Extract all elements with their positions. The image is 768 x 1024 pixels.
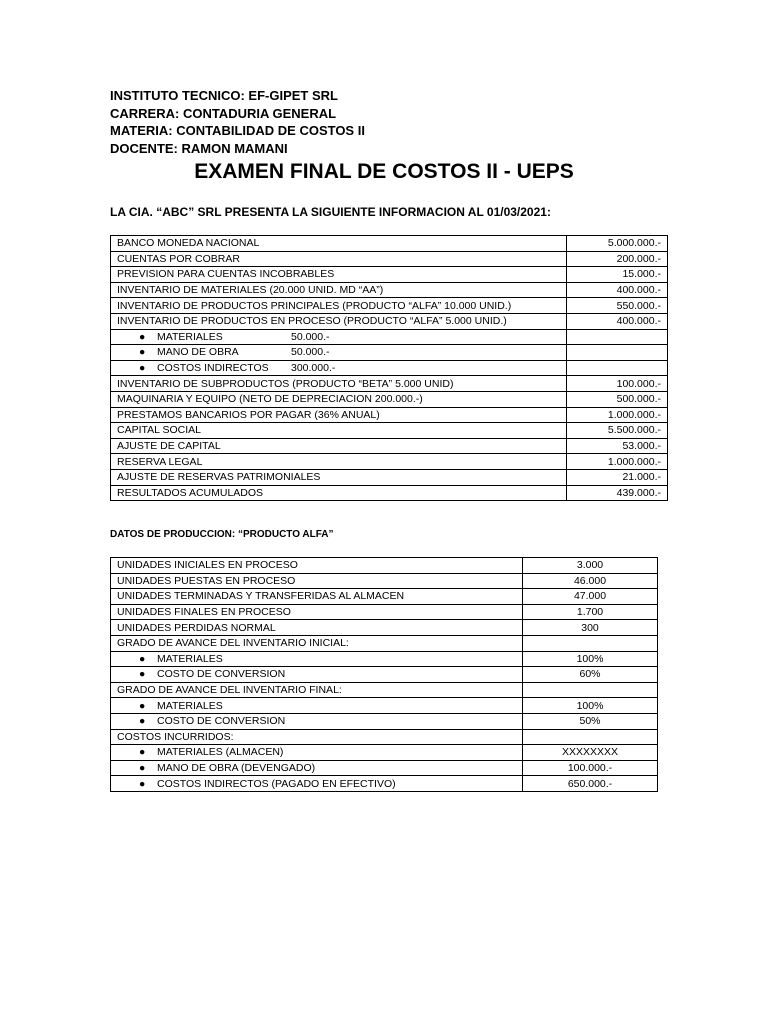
bullet-icon: ● [139, 346, 146, 359]
production-value: 3.000 [523, 558, 658, 574]
production-label-cell [111, 698, 523, 714]
production-value: 46.000 [523, 573, 658, 589]
production-label-cell: UNIDADES INICIALES EN PROCESO [111, 558, 523, 574]
intro-statement: LA CIA. “ABC” SRL PRESENTA LA SIGUIENTE INFORMACION AL 01/03/2021: [110, 205, 551, 219]
table-row [111, 469, 668, 485]
account-label: INVENTARIO DE MATERIALES (20.000 UNID. MD “AA”) [111, 282, 567, 298]
table-row [111, 438, 668, 454]
production-value [523, 682, 658, 698]
production-label-cell: COSTOS INCURRIDOS: [111, 729, 523, 745]
production-value: 50% [523, 713, 658, 729]
bullet-icon: ● [139, 777, 146, 790]
bullet-icon: ● [139, 652, 146, 665]
teacher-line: DOCENTE: RAMON MAMANI [110, 140, 288, 156]
account-value: 21.000.- [567, 469, 668, 485]
table-row [111, 745, 658, 761]
production-label-cell [111, 745, 523, 761]
production-value: 60% [523, 667, 658, 683]
account-value: 100.000.- [567, 376, 668, 392]
sub-item-cell [111, 345, 567, 361]
table-row [111, 282, 668, 298]
table-row [111, 667, 658, 683]
account-label: INVENTARIO DE SUBPRODUCTOS (PRODUCTO “BETA” 5.000 UNID) [111, 376, 567, 392]
production-label-cell: UNIDADES FINALES EN PROCESO [111, 604, 523, 620]
exam-title: EXAMEN FINAL DE COSTOS II - UEPS [194, 160, 574, 183]
table-row [111, 573, 658, 589]
bullet-icon: ● [139, 715, 146, 728]
sub-item-cell [111, 360, 567, 376]
production-label: COSTO DE CONVERSION [157, 715, 286, 728]
balance-table [110, 235, 668, 501]
production-label-cell [111, 651, 523, 667]
table-row [111, 558, 658, 574]
account-value: 15.000.- [567, 267, 668, 283]
production-label-cell: GRADO DE AVANCE DEL INVENTARIO FINAL: [111, 682, 523, 698]
account-value: 5.000.000.- [567, 236, 668, 252]
account-value: 5.500.000.- [567, 423, 668, 439]
table-row [111, 236, 668, 252]
table-row [111, 485, 668, 501]
table-row [111, 589, 658, 605]
sub-item-label: MATERIALES [157, 330, 223, 343]
production-value: 650.000.- [523, 776, 658, 792]
account-value [567, 360, 668, 376]
table-row [111, 360, 668, 376]
table-row [111, 713, 658, 729]
table-row [111, 454, 668, 470]
table-row [111, 776, 658, 792]
bullet-icon: ● [139, 762, 146, 775]
production-label: MATERIALES [157, 699, 223, 712]
account-value: 200.000.- [567, 251, 668, 267]
production-label-cell: UNIDADES TERMINADAS Y TRANSFERIDAS AL ALMACEN [111, 589, 523, 605]
institute-line: INSTITUTO TECNICO: EF-GIPET SRL [110, 88, 338, 103]
table-row [111, 329, 668, 345]
account-label: RESULTADOS ACUMULADOS [111, 485, 567, 501]
sub-item-amount: 50.000.- [291, 346, 330, 359]
account-label: INVENTARIO DE PRODUCTOS EN PROCESO (PRODUCTO “ALFA” 5.000 UNID.) [111, 313, 567, 329]
production-value: XXXXXXXX [523, 745, 658, 761]
account-label: RESERVA LEGAL [111, 454, 567, 470]
production-label-cell [111, 776, 523, 792]
production-label-cell: UNIDADES PERDIDAS NORMAL [111, 620, 523, 636]
account-value: 400.000.- [567, 313, 668, 329]
account-value: 1.000.000.- [567, 407, 668, 423]
sub-item-cell [111, 329, 567, 345]
sub-item-label: COSTOS INDIRECTOS [157, 362, 269, 375]
production-value: 100% [523, 651, 658, 667]
bullet-icon: ● [139, 699, 146, 712]
table-row [111, 267, 668, 283]
production-value: 1.700 [523, 604, 658, 620]
table-row [111, 313, 668, 329]
production-value [523, 729, 658, 745]
table-row [111, 298, 668, 314]
production-label-cell: GRADO DE AVANCE DEL INVENTARIO INICIAL: [111, 635, 523, 651]
table-row [111, 345, 668, 361]
production-label-cell [111, 713, 523, 729]
table-row [111, 376, 668, 392]
sub-item-label: MANO DE OBRA [157, 346, 239, 359]
production-value: 300 [523, 620, 658, 636]
table-row [111, 760, 658, 776]
production-value [523, 635, 658, 651]
account-value: 550.000.- [567, 298, 668, 314]
production-value: 100% [523, 698, 658, 714]
career-line: CARRERA: CONTADURIA GENERAL [110, 105, 337, 121]
production-label: COSTO DE CONVERSION [157, 668, 286, 681]
table-row [111, 620, 658, 636]
account-value [567, 329, 668, 345]
sub-item-amount: 50.000.- [291, 330, 330, 343]
production-label: MATERIALES (ALMACEN) [157, 746, 284, 759]
production-value: 47.000 [523, 589, 658, 605]
table-row [111, 423, 668, 439]
table-row [111, 651, 658, 667]
document-header [110, 87, 365, 157]
account-value: 1.000.000.- [567, 454, 668, 470]
production-label-cell: UNIDADES PUESTAS EN PROCESO [111, 573, 523, 589]
table-row [111, 604, 658, 620]
account-value: 53.000.- [567, 438, 668, 454]
production-label: MATERIALES [157, 652, 223, 665]
sub-item-amount: 300.000.- [291, 362, 336, 375]
production-label: COSTOS INDIRECTOS (PAGADO EN EFECTIVO) [157, 777, 396, 790]
account-label: PREVISION PARA CUENTAS INCOBRABLES [111, 267, 567, 283]
account-label: AJUSTE DE CAPITAL [111, 438, 567, 454]
table-row [111, 391, 668, 407]
account-value: 439.000.- [567, 485, 668, 501]
bullet-icon: ● [139, 362, 146, 375]
account-label: INVENTARIO DE PRODUCTOS PRINCIPALES (PRODUCTO “ALFA” 10.000 UNID.) [111, 298, 567, 314]
production-value: 100.000.- [523, 760, 658, 776]
account-label: CAPITAL SOCIAL [111, 423, 567, 439]
table-row [111, 251, 668, 267]
account-label: PRESTAMOS BANCARIOS POR PAGAR (36% ANUAL) [111, 407, 567, 423]
table-row [111, 407, 668, 423]
production-label: MANO DE OBRA (DEVENGADO) [157, 762, 316, 775]
account-label: CUENTAS POR COBRAR [111, 251, 567, 267]
account-value: 400.000.- [567, 282, 668, 298]
subject-line: MATERIA: CONTABILIDAD DE COSTOS II [110, 123, 365, 138]
production-label-cell [111, 760, 523, 776]
table-row [111, 635, 658, 651]
account-label: MAQUINARIA Y EQUIPO (NETO DE DEPRECIACION 200.000.-) [111, 391, 567, 407]
account-value: 500.000.- [567, 391, 668, 407]
account-label: BANCO MONEDA NACIONAL [111, 236, 567, 252]
table-row [111, 698, 658, 714]
production-title: DATOS DE PRODUCCION: “PRODUCTO ALFA” [110, 529, 334, 540]
bullet-icon: ● [139, 330, 146, 343]
account-label: AJUSTE DE RESERVAS PATRIMONIALES [111, 469, 567, 485]
account-value [567, 345, 668, 361]
bullet-icon: ● [139, 668, 146, 681]
table-row [111, 729, 658, 745]
production-label-cell [111, 667, 523, 683]
bullet-icon: ● [139, 746, 146, 759]
table-row [111, 682, 658, 698]
production-table [110, 557, 658, 792]
